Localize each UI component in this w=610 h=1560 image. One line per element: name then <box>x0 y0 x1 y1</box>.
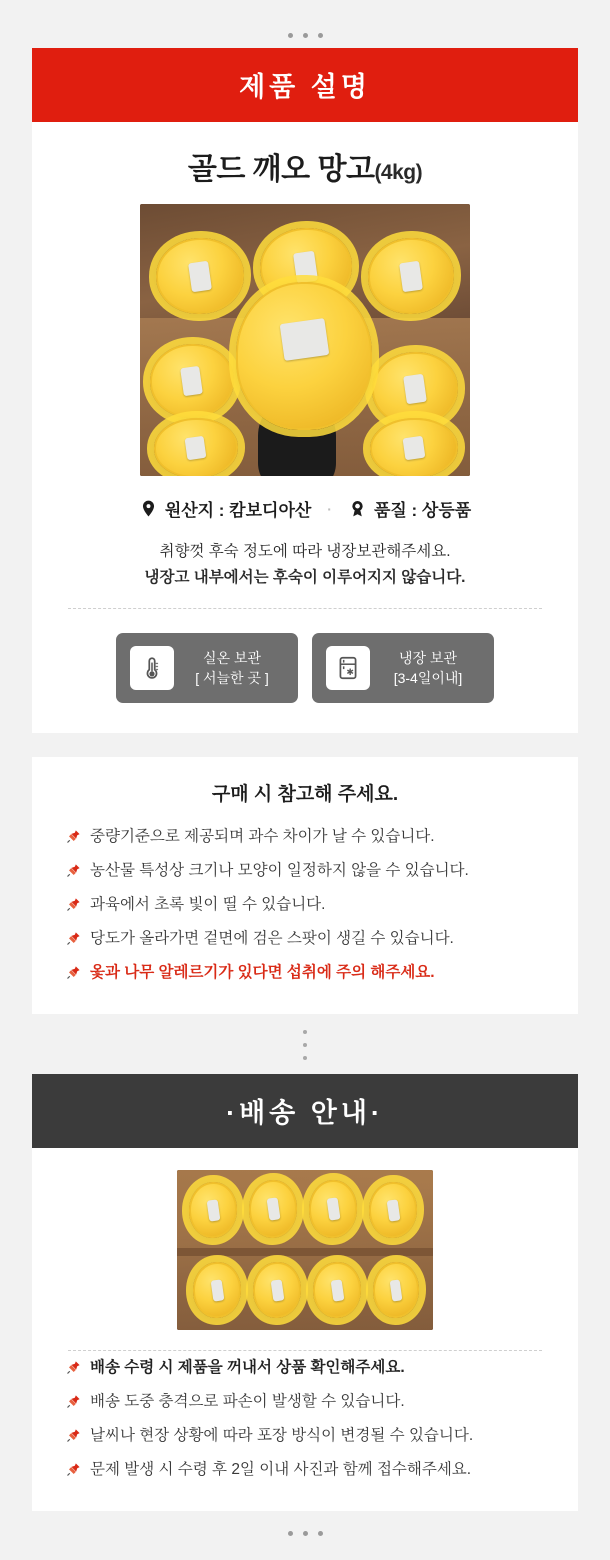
product-name: 골드 깨오 망고 <box>187 153 375 186</box>
fruit-sticker <box>293 251 318 283</box>
pushpin-icon <box>66 896 81 911</box>
list-item <box>66 888 550 922</box>
dot <box>303 1531 308 1536</box>
pushpin-icon <box>66 1359 81 1374</box>
mango-fruit <box>249 1180 297 1238</box>
mango-fruit <box>189 1182 237 1238</box>
storage-chip-text <box>186 648 278 689</box>
delivery-info-card <box>32 1074 578 1511</box>
pushpin-icon <box>66 862 81 877</box>
purchase-notice-card <box>32 757 578 1014</box>
fruit-sticker <box>210 1279 223 1301</box>
fruit-sticker <box>390 1279 403 1301</box>
product-weight: (4kg) <box>374 161 423 184</box>
mango-fruit <box>313 1262 361 1318</box>
fruit-sticker <box>402 436 425 461</box>
origin-label: 원산지 : 캄보디아산 <box>164 501 312 520</box>
storage-chip-group <box>32 609 578 733</box>
thermometer-icon <box>130 646 174 690</box>
product-info-row <box>32 476 578 525</box>
list-item <box>66 1453 550 1487</box>
mango-fruit <box>156 238 244 314</box>
fruit-sticker <box>403 374 426 404</box>
product-description-card <box>32 48 578 733</box>
fruit-sticker <box>386 1199 399 1221</box>
pushpin-icon <box>66 1427 81 1442</box>
pushpin-icon <box>66 930 81 945</box>
fruit-sticker <box>188 260 212 291</box>
list-item <box>66 922 550 956</box>
list-item <box>66 1385 550 1419</box>
dot <box>288 33 293 38</box>
pushpin-icon <box>66 1461 81 1476</box>
delivery-image <box>177 1170 433 1330</box>
dot <box>303 33 308 38</box>
product-image <box>140 204 470 476</box>
fruit-sticker <box>326 1198 339 1221</box>
fruit-sticker <box>266 1198 279 1221</box>
top-dot-separator <box>0 22 610 48</box>
origin-info <box>139 496 311 521</box>
fruit-sticker <box>399 260 422 291</box>
list-item-text: 배송 수령 시 제품을 꺼내서 상품 확인해주세요. <box>90 1359 405 1377</box>
list-item <box>66 854 550 888</box>
mango-fruit <box>154 418 238 476</box>
mango-fruit <box>253 1262 301 1318</box>
vertical-dot-separator <box>0 1014 610 1074</box>
mango-fruit <box>368 238 454 314</box>
list-item-text: 당도가 올라가면 겉면에 검은 스팟이 생길 수 있습니다. <box>90 930 454 948</box>
list-item-alert <box>66 956 550 990</box>
purchase-notice-list <box>32 820 578 1014</box>
mango-fruit <box>372 352 458 426</box>
purchase-notice-title: 구매 시 참고해 주세요. <box>211 784 399 806</box>
award-badge-icon <box>348 499 367 518</box>
dot <box>318 1531 323 1536</box>
storage-chip-room-temperature <box>116 633 298 703</box>
box-divider <box>177 1248 433 1256</box>
mango-fruit <box>373 1262 419 1318</box>
dot <box>303 1043 307 1047</box>
dot <box>303 1056 307 1060</box>
pushpin-icon <box>66 828 81 843</box>
mango-fruit <box>369 1182 417 1238</box>
list-item-text: 옻과 나무 알레르기가 있다면 섭취에 주의 해주세요. <box>90 964 435 982</box>
refrigerator-icon <box>326 646 370 690</box>
list-item-text: 문제 발생 시 수령 후 2일 이내 사진과 함께 접수해주세요. <box>90 1461 472 1479</box>
dot <box>318 33 323 38</box>
fruit-sticker <box>206 1199 219 1221</box>
mango-fruit <box>309 1180 357 1238</box>
dot <box>288 1531 293 1536</box>
list-item-text: 배송 도중 충격으로 파손이 발생할 수 있습니다. <box>90 1393 405 1411</box>
ripening-note <box>32 525 578 608</box>
fruit-sticker <box>270 1279 283 1301</box>
quality-label: 품질 : 상등품 <box>373 501 472 520</box>
list-item-text: 농산물 특성상 크기나 모양이 일정하지 않을 수 있습니다. <box>90 862 469 880</box>
list-item-text: 날씨나 현장 상황에 따라 포장 방식이 변경될 수 있습니다. <box>90 1427 474 1445</box>
delivery-section-banner: ·배송 안내· <box>32 1074 578 1148</box>
storage-label-line2: [ 서늘한 곳 ] <box>195 670 269 687</box>
list-item-text: 과육에서 초록 빛이 띨 수 있습니다. <box>90 896 326 914</box>
dot <box>303 1030 307 1034</box>
fruit-sticker <box>185 436 207 461</box>
mango-fruit <box>193 1262 241 1318</box>
storage-label-line1: 실온 보관 <box>203 649 261 666</box>
product-section-banner: 제품 설명 <box>32 48 578 122</box>
ripening-note-line1: 취향껏 후숙 정도에 따라 냉장보관해주세요. <box>159 543 451 560</box>
mango-fruit <box>150 344 234 418</box>
fruit-sticker <box>181 366 204 396</box>
storage-label-line2: [3-4일이내] <box>393 670 463 687</box>
list-item <box>66 820 550 854</box>
storage-label-line1: 냉장 보관 <box>399 649 457 666</box>
product-image-wrap <box>32 204 578 476</box>
storage-chip-refrigerated <box>312 633 494 703</box>
section-gap <box>0 733 610 757</box>
fruit-sticker <box>279 318 329 361</box>
delivery-notice-list <box>32 1351 578 1511</box>
pushpin-icon <box>66 964 81 979</box>
fruit-sticker <box>330 1279 343 1301</box>
bottom-dot-separator <box>0 1511 610 1537</box>
info-separator: · <box>327 500 332 517</box>
mango-fruit-hero <box>236 282 372 430</box>
list-item-text: 중량기준으로 제공되며 과수 차이가 날 수 있습니다. <box>90 828 435 846</box>
ripening-note-line2: 냉장고 내부에서는 후숙이 이루어지지 않습니다. <box>144 568 466 586</box>
pushpin-icon <box>66 1393 81 1408</box>
delivery-image-wrap <box>32 1148 578 1350</box>
location-pin-icon <box>139 499 158 518</box>
mango-fruit <box>370 418 458 476</box>
bottom-spacer <box>0 1537 610 1553</box>
list-item <box>66 1419 550 1453</box>
list-item <box>66 1351 550 1385</box>
storage-chip-text <box>382 648 474 689</box>
product-title <box>32 122 578 204</box>
quality-info <box>348 496 471 521</box>
